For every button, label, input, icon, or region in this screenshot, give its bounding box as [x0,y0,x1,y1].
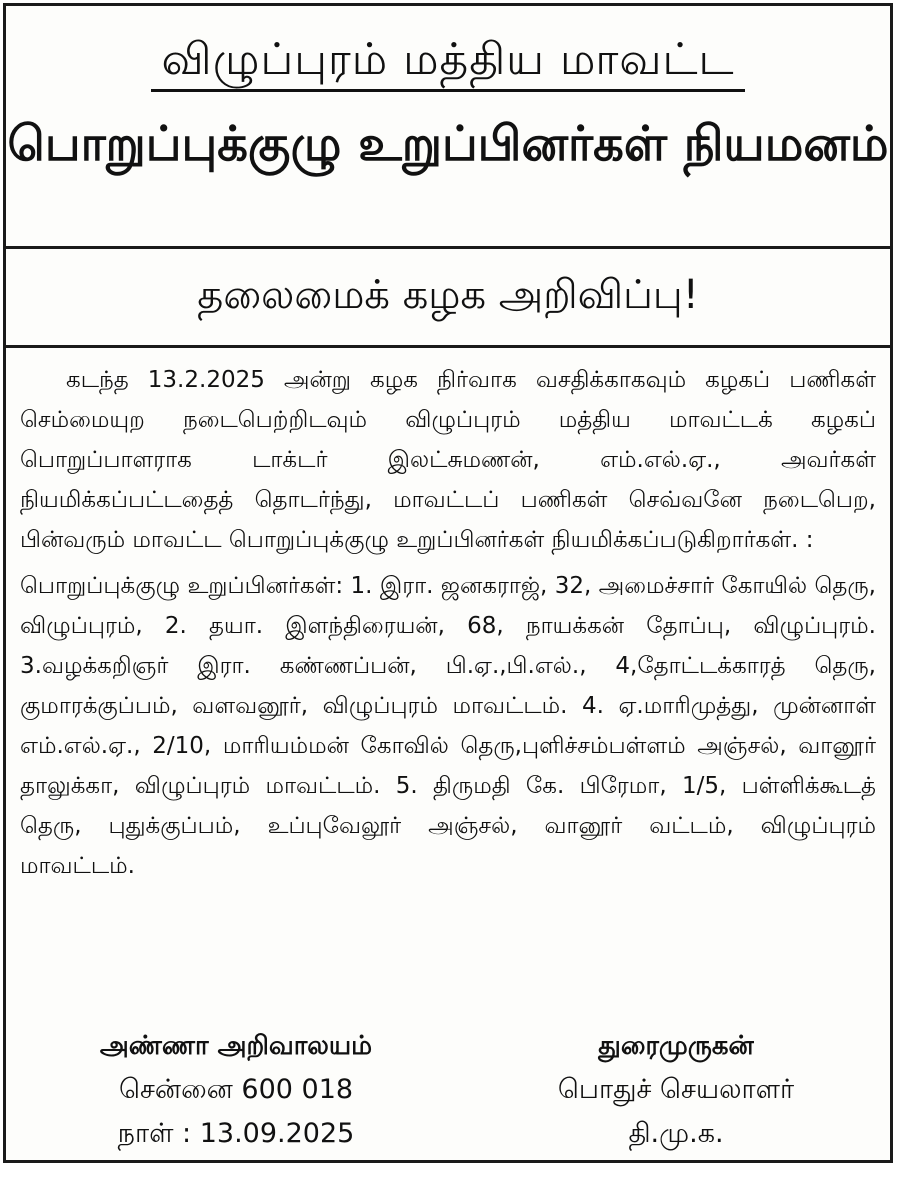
notice-title: தலைமைக் கழக அறிவிப்பு! [197,272,699,318]
title-section [6,6,890,249]
signatory-org: தி.மு.க. [628,1118,724,1149]
signatory [486,1024,866,1156]
office-city: சென்னை 600 018 [118,1074,354,1105]
intro-paragraph: கடந்த 13.2.2025 அன்று கழக நிர்வாக வசதிக்காகவும் கழகப் பணிகள் செம்மையுற நடைபெற்றிடவும் விழுப்புரம் மத்திய மாவட்டக் கழகப் பொறுப்பாளராக டாக்டர் இலட்சுமணன், எம்.எல்.ஏ., அவர்கள் நியமிக்கப்பட்டதைத் தொடர்ந்து, மாவட்டப் பணிகள் செவ்வனே நடைபெற, பின்வரும் மாவட்ட பொறுப்புக்குழு உறுப்பினர்கள் நியமிக்கப்படுகிறார்கள். : [20,367,876,553]
signature-block [6,1024,890,1154]
issuer-address [46,1024,426,1156]
office-name: அண்ணா அறிவாலயம் [99,1031,373,1061]
district-heading-text: விழுப்புரம் மத்திய மாவட்ட [151,34,744,92]
signatory-role: பொதுச் செயலாளர் [557,1074,795,1105]
district-heading [6,34,890,91]
notice-frame [3,3,893,1163]
notice-body [6,348,890,886]
notice-section [6,249,890,348]
main-headline: பொறுப்புக்குழு உறுப்பினர்கள் நியமனம் [7,116,889,172]
notice-date: நாள் : 13.09.2025 [117,1118,355,1149]
bottom-margin [0,1168,906,1190]
members-paragraph: பொறுப்புக்குழு உறுப்பினர்கள்: 1. இரா. ஜனகராஜ், 32, அமைச்சார் கோயில் தெரு, விழுப்புரம், 2. தயா. இளந்திரையன், 68, நாயக்கன் தோப்பு, விழுப்புரம். 3.வழக்கறிஞர் இரா. கண்ணப்பன், பி.ஏ.,பி.எல்., 4,தோட்டக்காரத் தெரு, குமாரக்குப்பம், வளவனூர், விழுப்புரம் மாவட்டம். 4. ஏ.மாரிமுத்து, முன்னாள் எம்.எல்.ஏ., 2/10, மாரியம்மன் கோவில் தெரு,புளிச்சம்பள்ளம் அஞ்சல், வானூர் தாலுக்கா, விழுப்புரம் மாவட்டம். 5. திருமதி கே. பிரேமா, 1/5, பள்ளிக்கூடத் தெரு, புதுக்குப்பம், உப்புவேலூர் அஞ்சல், வானூர் வட்டம், விழுப்புரம் மாவட்டம். [20,573,876,879]
signatory-name: துரைமுருகன் [598,1031,754,1061]
